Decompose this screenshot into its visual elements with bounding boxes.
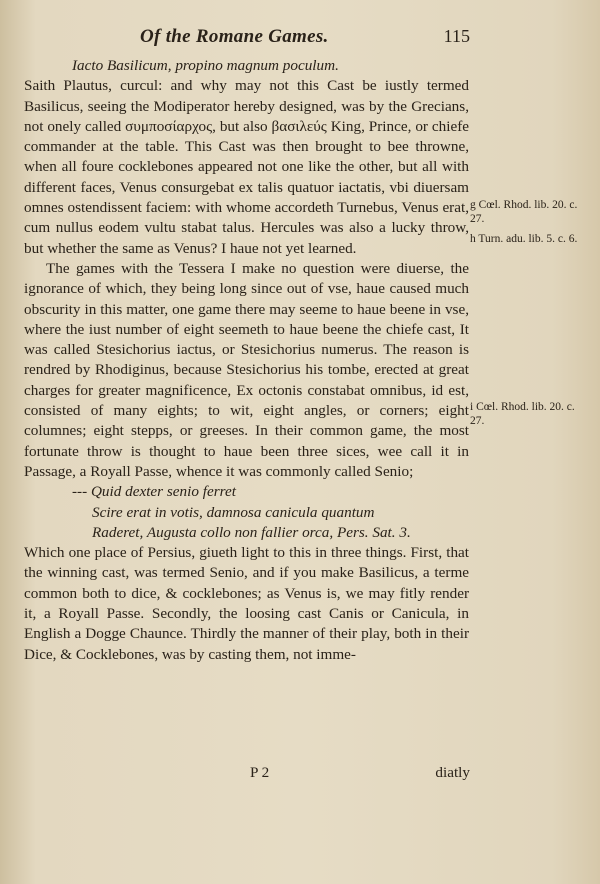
signature-mark: P 2: [250, 764, 270, 781]
verse-line: --- Quid dexter senio ferret: [72, 483, 236, 501]
running-title: Of the Romane Games.: [140, 26, 329, 47]
paragraph: The games with the Tessera I make no question were diuerse, the ignorance of which, they being long since out of vse, haue caused much obscurity in this matter, one game there may seeme to haue beene in vse, where the iust number of eight seemeth to haue beene the chiefe cast, It was called Stesichorius iactus, or Stesichorius numerus. The reason is rendred by Rhodiginus, because Stesichorius his tombe, erected at great charges for greater magnificence, Ex octonis constabat omnibus, id est, consisted of many eights; to wit, eight angles, or corners; eight columnes; eight stepps, or greeses. In their common game, the most fortunate throw is thought to haue been three sices, wee call it in Passage, a Royall Passe, whence it was commonly called Senio;: [24, 259, 469, 480]
margin-note-h: h Turn. adu. lib. 5. c. 6.: [470, 233, 578, 245]
paragraph: Which one place of Persius, giueth light to this in three things. First, that the winning cast, was termed Senio, and if you make Basilicus, a terme common both to dice, & cocklebones; as Venus is, we may fitly render it, a Royall Passe. Secondly, the loosing cast Canis or Canicula, in English a Dogge Chaunce. Thirdly the manner of their play, both in their Dice, & Cocklebones, was by casting them, not imme-: [24, 544, 469, 663]
verse-line: Scire erat in votis, damnosa canicula quantum: [92, 503, 375, 521]
running-header: [140, 26, 470, 48]
margin-note-i: i Cœl. Rhod. lib. 20. c. 27.: [470, 401, 575, 427]
page-footer: [250, 764, 470, 782]
margin-note-g: g Cœl. Rhod. lib. 20. c. 27.: [470, 199, 578, 225]
verse-line: Raderet, Augusta collo non fallier orca, Pers. Sat. 3.: [92, 523, 411, 541]
catchword: diatly: [435, 764, 470, 781]
page-number: 115: [443, 26, 470, 46]
paragraph: Saith Plautus, curcul: and why may not this Cast be iustly termed Basilicus, seeing the Modiperator hereby designed, was by the Grecians, not onely called συμποσίαρχος, but also βασιλεύς King, Prince, or chiefe commander at the table. This Cast was then brought to bee throwne, when all foure cocklebones appeared not one like the other, but all with different faces, Venus consurgebat ex talis quatuor iactatis, vbi diuersam omnes ostendissent faciem: with whome accordeth Turnebus, Venus erat, cum nullus eodem vultu stabat talus. Hercules was also a lucky throw, but whether the same as Venus? I haue not yet learned.: [24, 77, 469, 257]
text-body: [24, 56, 469, 665]
quotation-line: Iacto Basilicum, propino magnum poculum.: [72, 57, 339, 74]
